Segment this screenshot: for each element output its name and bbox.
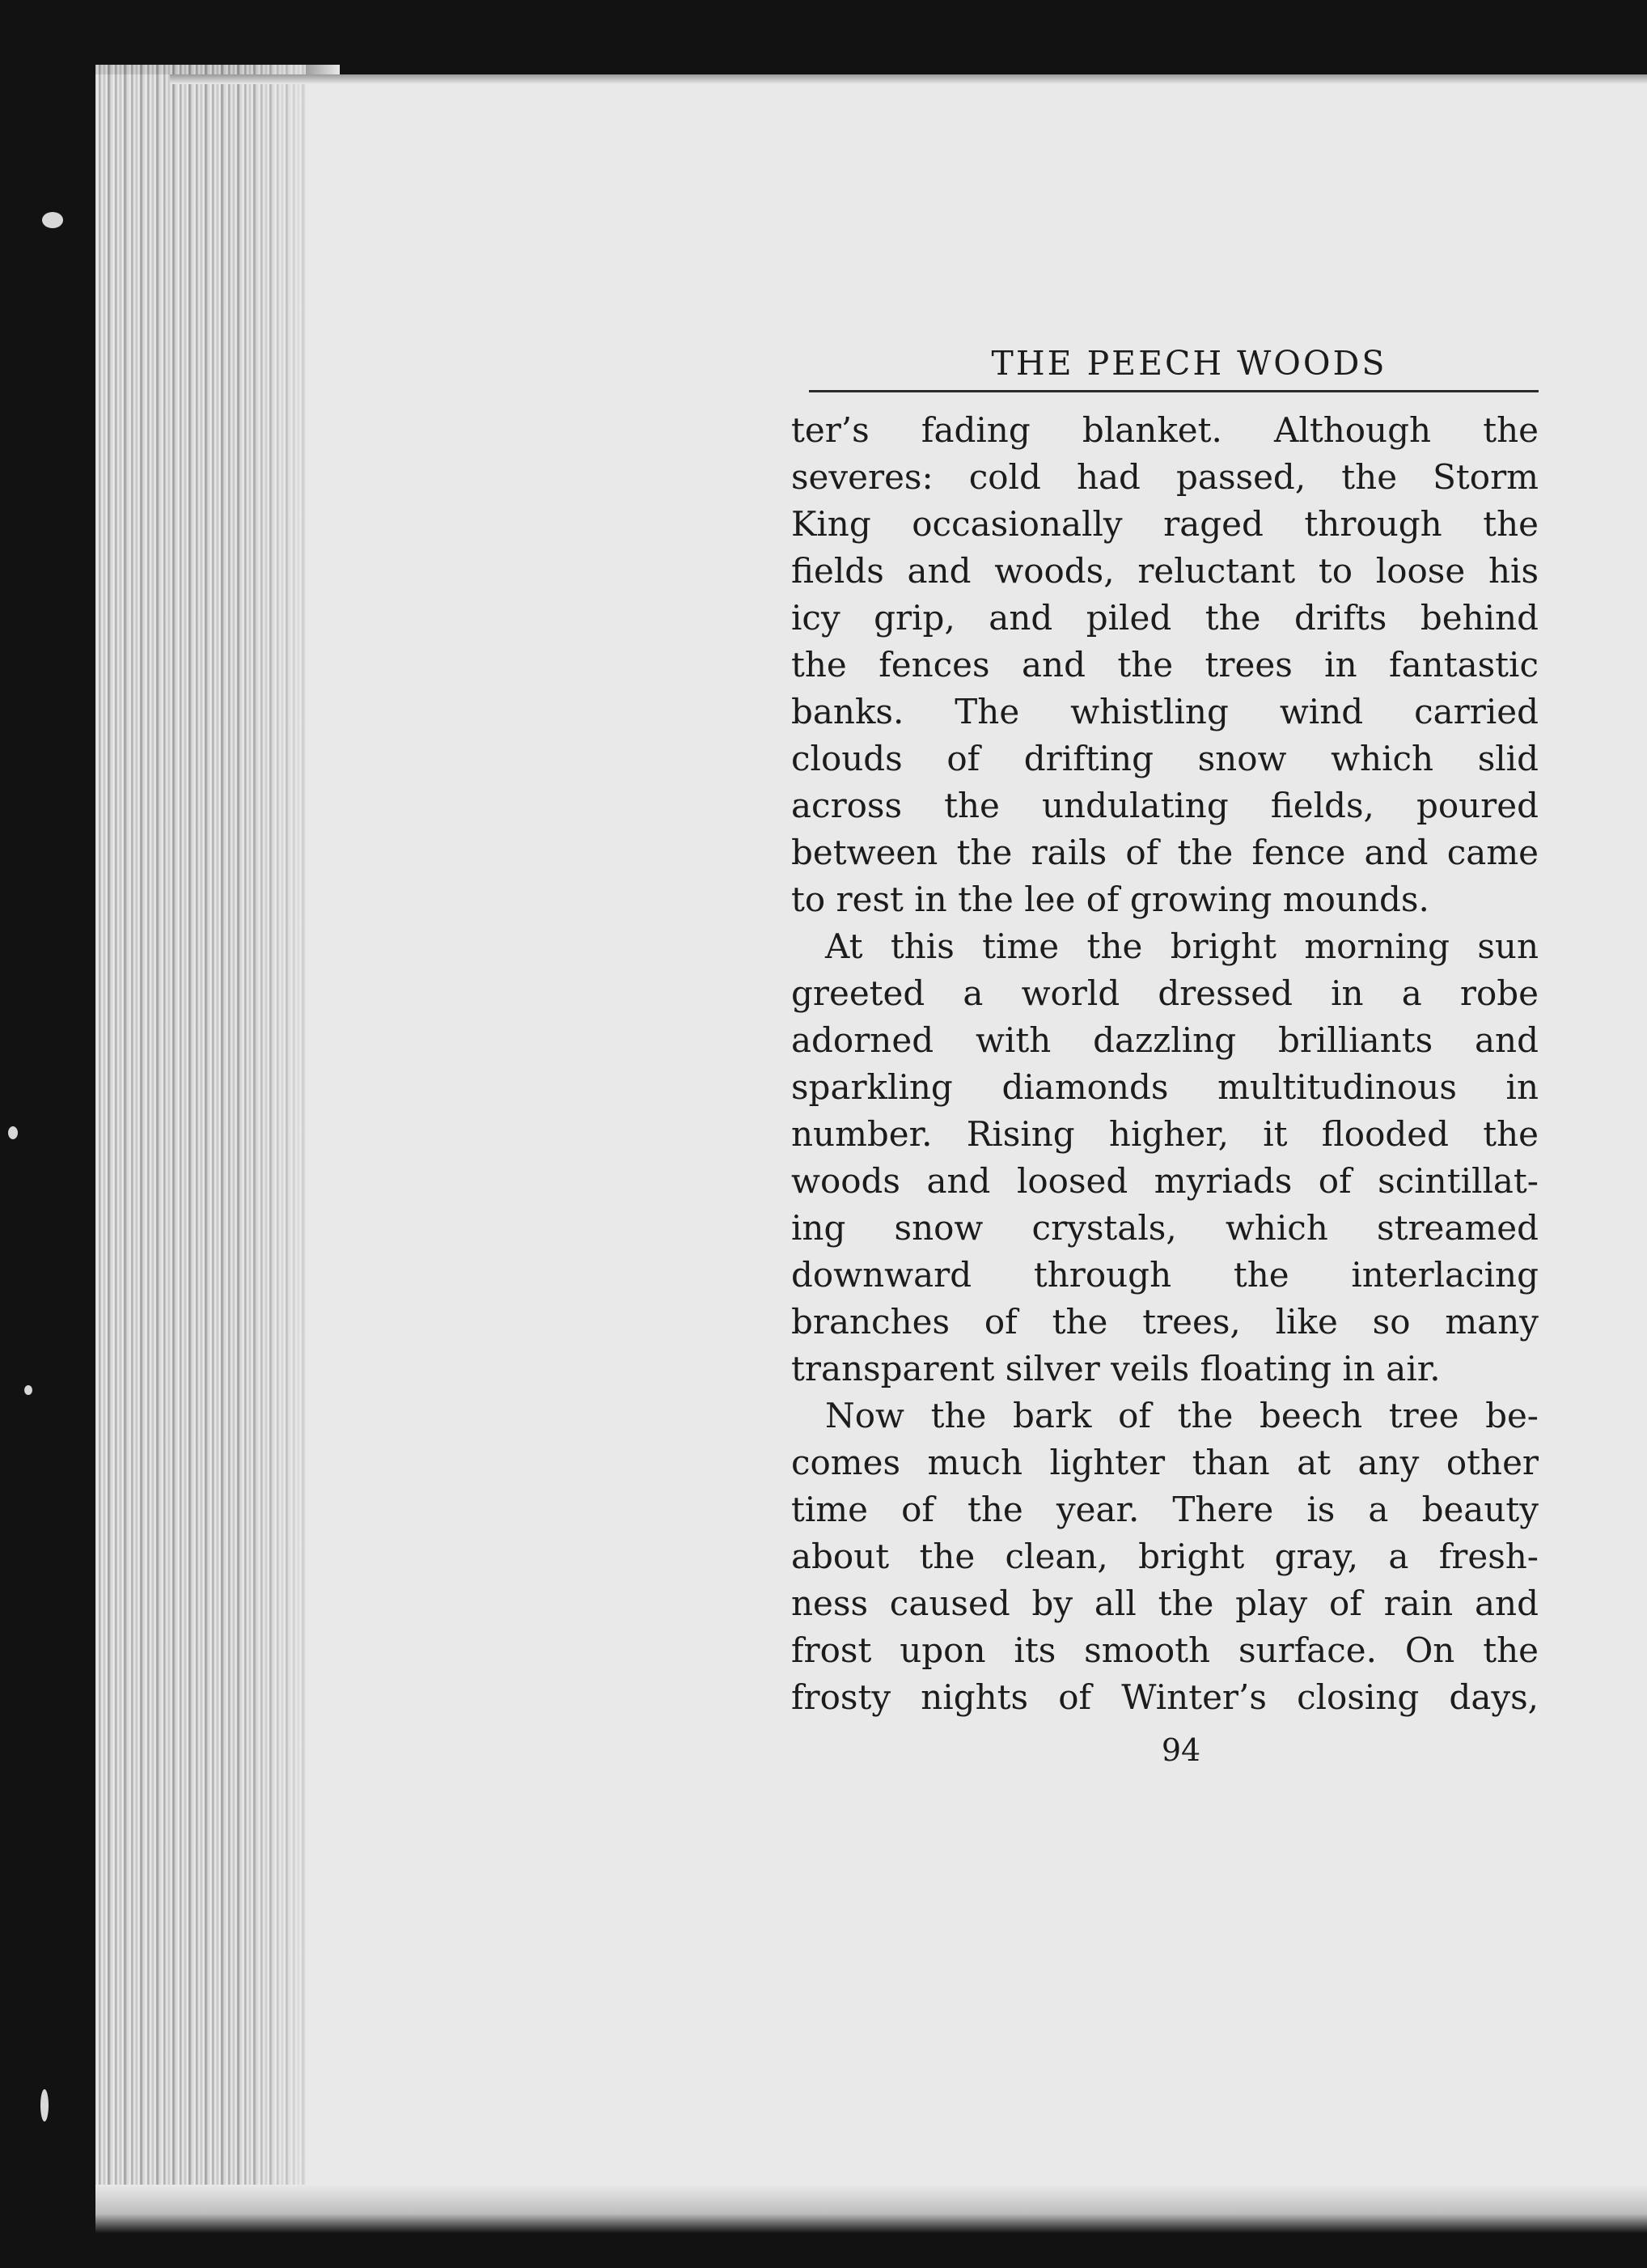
text-line: between the rails of the fence and came: [791, 833, 1539, 872]
text-line: fields and woods, reluctant to loose his: [791, 551, 1539, 591]
dust-speck: [40, 2089, 49, 2122]
text-line: severes: cold had passed, the Storm: [791, 457, 1539, 497]
dust-speck: [8, 1126, 18, 1139]
dust-speck: [24, 1385, 32, 1395]
text-line: branches of the trees, like so many: [791, 1302, 1539, 1342]
text-line: Now the bark of the beech tree be-: [825, 1396, 1539, 1435]
page-top-edge: [170, 74, 1647, 84]
text-line: number. Rising higher, it flooded the: [791, 1114, 1539, 1154]
text-line: icy grip, and piled the drifts behind: [791, 598, 1539, 638]
page-edge-fade: [243, 65, 340, 2229]
text-line: downward through the interlacing: [791, 1255, 1539, 1295]
text-line: the fences and the trees in fantastic: [791, 645, 1539, 685]
text-line: frosty nights of Winter’s closing days,: [791, 1677, 1539, 1717]
page-bottom-shadow: [95, 2185, 1647, 2233]
text-line: comes much lighter than at any other: [791, 1443, 1539, 1482]
text-line: to rest in the lee of growing mounds.: [791, 880, 1429, 919]
text-line: King occasionally raged through the: [791, 504, 1539, 544]
running-head: THE PEECH WOODS: [991, 344, 1387, 383]
text-line: banks. The whistling wind carried: [791, 692, 1539, 731]
text-line: transparent silver veils floating in air.: [791, 1349, 1441, 1388]
text-line: ness caused by all the play of rain and: [791, 1583, 1539, 1623]
text-line: woods and loosed myriads of scintillat-: [791, 1161, 1539, 1201]
page-number: 94: [1161, 1732, 1201, 1768]
body-text: [791, 407, 1539, 1721]
text-line: At this time the bright morning sun: [825, 926, 1539, 966]
text-line: across the undulating fields, poured: [791, 786, 1539, 825]
dust-speck: [42, 212, 63, 228]
header-rule: [809, 390, 1539, 392]
text-line: sparkling diamonds multitudinous in: [791, 1067, 1539, 1107]
text-line: time of the year. There is a beauty: [791, 1490, 1539, 1529]
text-line: clouds of drifting snow which slid: [791, 739, 1539, 778]
text-line: frost upon its smooth surface. On the: [791, 1630, 1539, 1670]
text-line: adorned with dazzling brilliants and: [791, 1020, 1539, 1060]
text-column: [791, 340, 1539, 1773]
text-line: ter’s fading blanket. Although the: [791, 410, 1539, 450]
text-line: about the clean, bright gray, a fresh-: [791, 1537, 1539, 1576]
text-line: greeted a world dressed in a robe: [791, 973, 1539, 1013]
text-line: ing snow crystals, which streamed: [791, 1208, 1539, 1248]
